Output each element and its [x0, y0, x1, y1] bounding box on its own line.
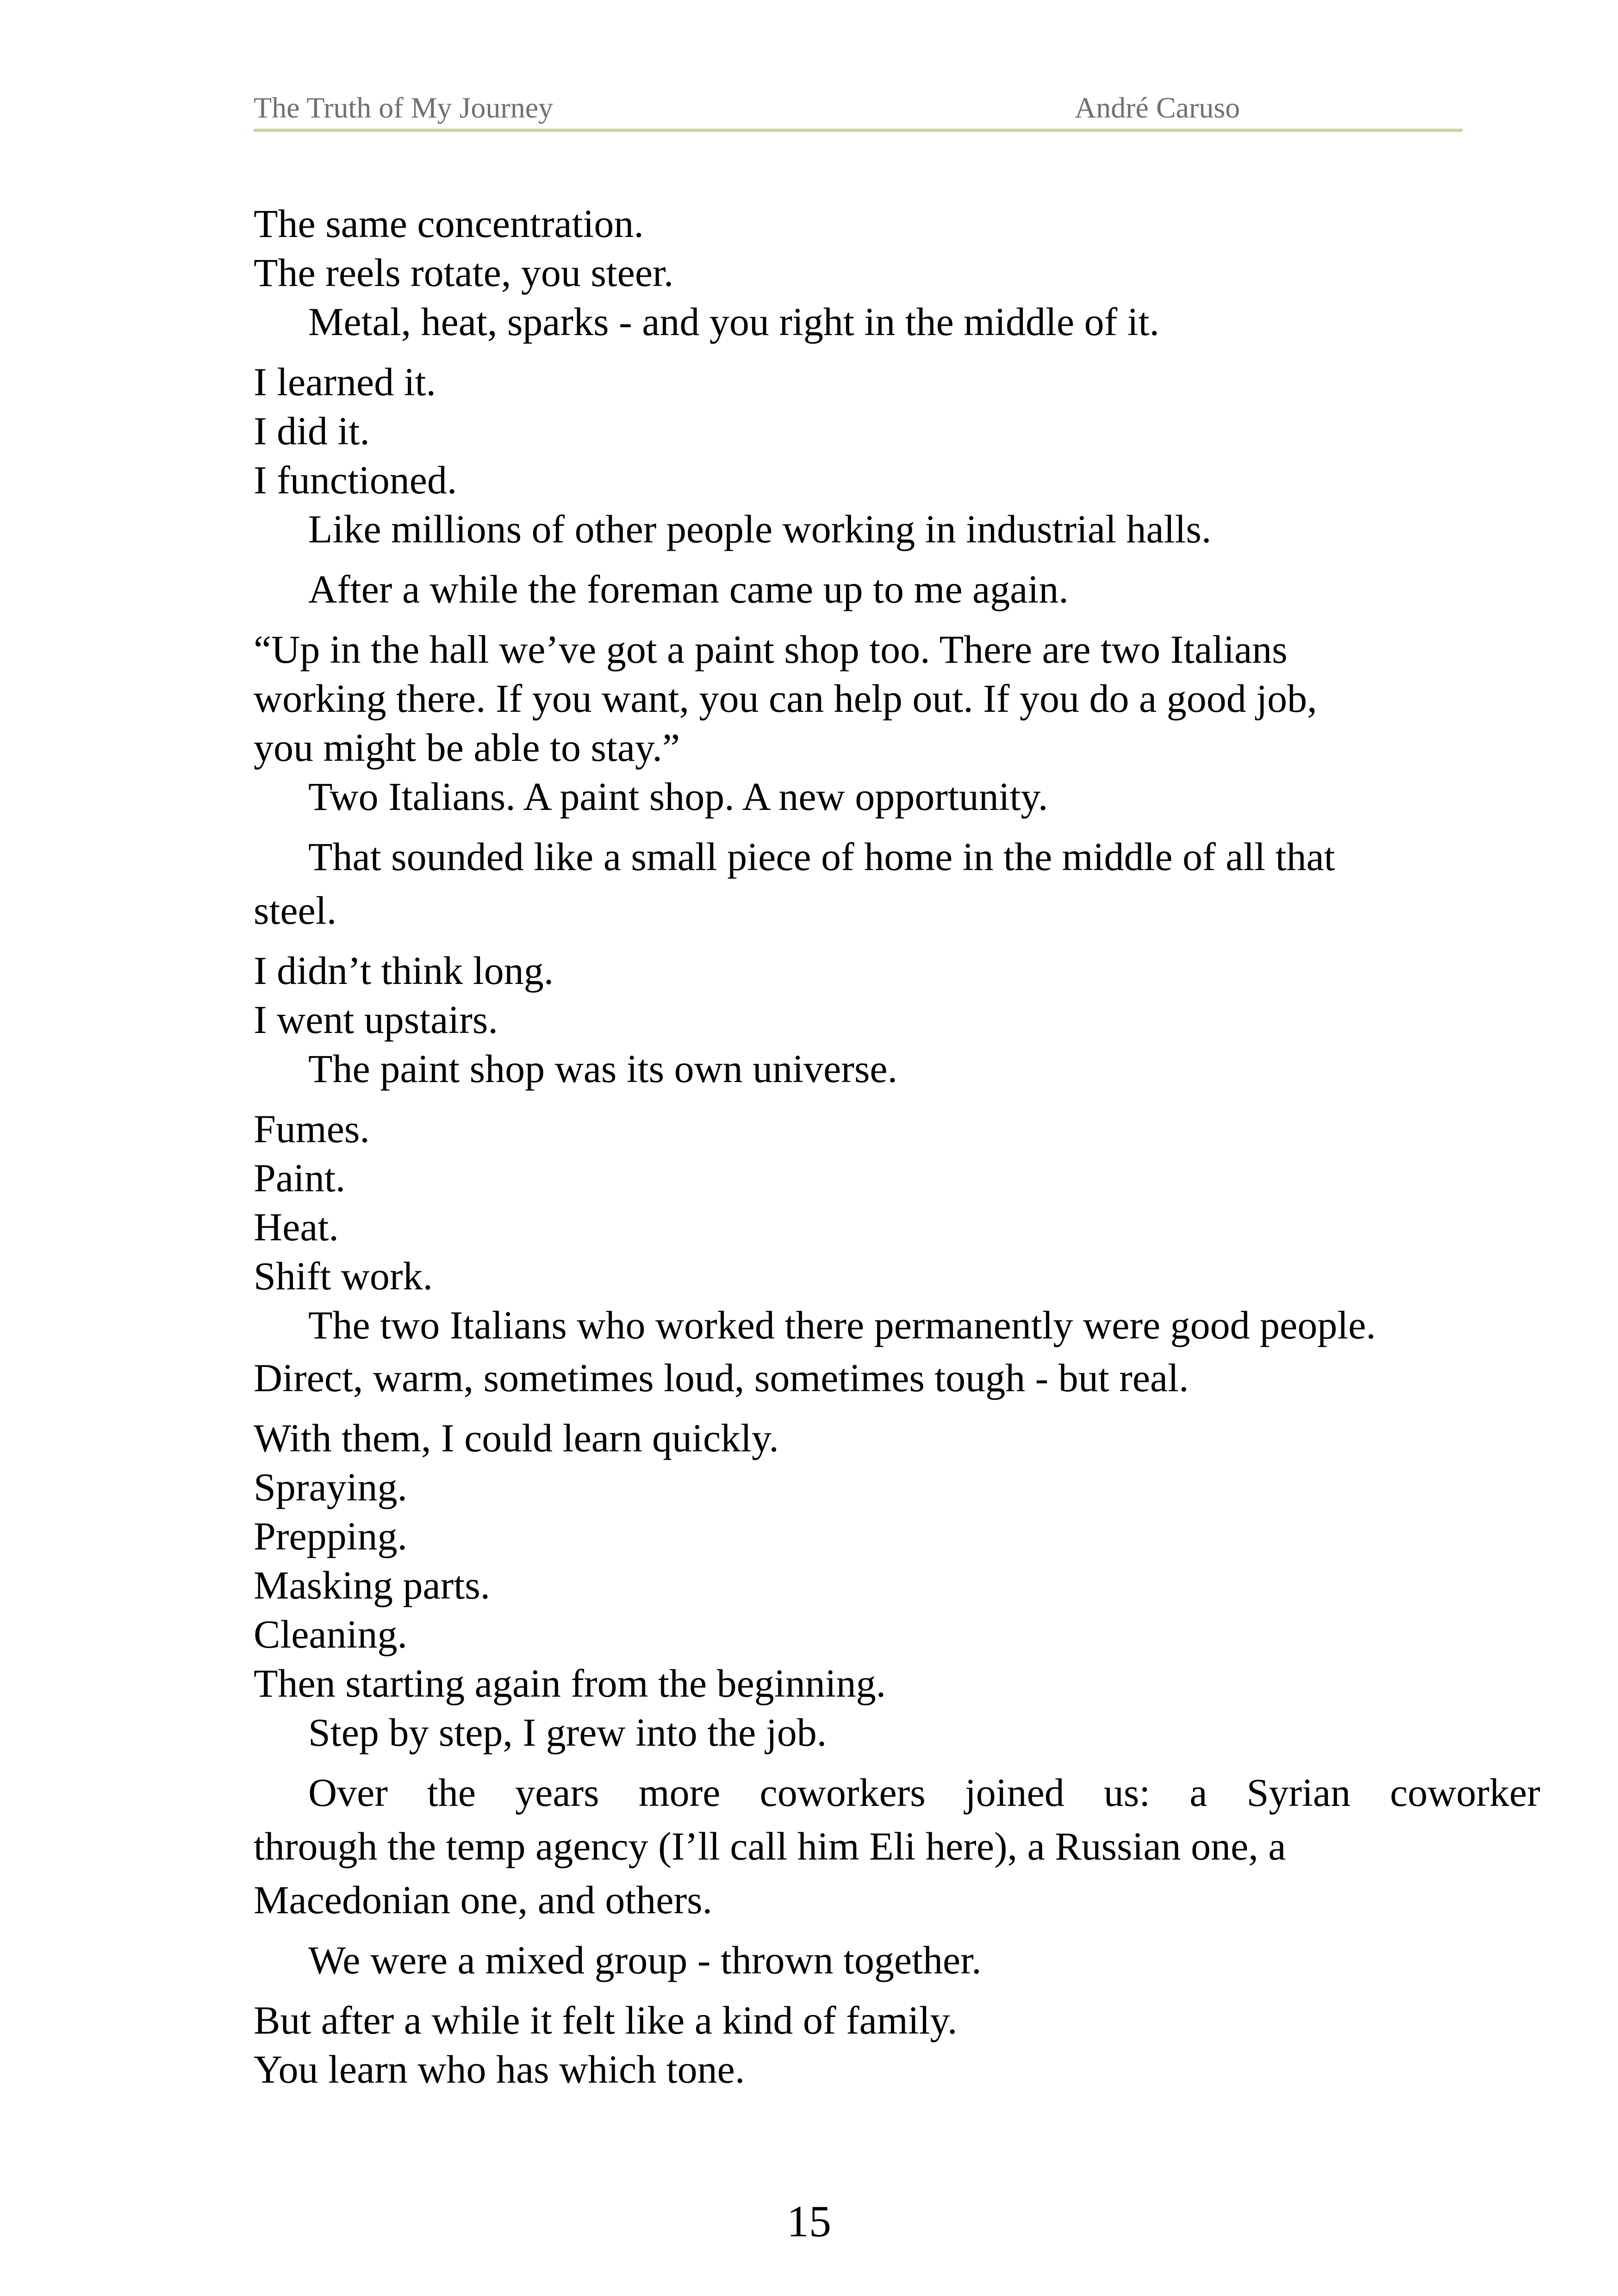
text-line: The reels rotate, you steer.: [254, 250, 674, 295]
text-line: Step by step, I grew into the job.: [308, 1710, 827, 1755]
header-author: André Caruso: [1075, 91, 1240, 124]
text-line: Fumes.: [254, 1107, 370, 1151]
text-line: Cleaning.: [254, 1612, 407, 1656]
text-line: “Up in the hall we’ve got a paint shop too. There are two Italians: [254, 627, 1288, 672]
text-line: Over the years more coworkers joined us: a Syrian coworker: [308, 1770, 1540, 1815]
text-line: After a while the foreman came up to me again.: [308, 567, 1069, 611]
text-line: Two Italians. A paint shop. A new opportunity.: [308, 774, 1048, 819]
text-line: Shift work.: [254, 1254, 433, 1298]
text-line: Then starting again from the beginning.: [254, 1661, 886, 1705]
text-line: The two Italians who worked there permanently were good people.: [308, 1303, 1376, 1347]
text-line: The same concentration.: [254, 201, 644, 246]
text-line: working there. If you want, you can help out. If you do a good job,: [254, 676, 1317, 721]
text-line: You learn who has which tone.: [254, 2047, 745, 2091]
text-line: steel.: [254, 888, 337, 933]
page-body: [254, 199, 1540, 2094]
text-line: Metal, heat, sparks - and you right in the middle of it.: [308, 299, 1160, 344]
text-line: Paint.: [254, 1156, 346, 1200]
text-line: I did it.: [254, 409, 370, 453]
text-line: We were a mixed group - thrown together.: [308, 1938, 982, 1982]
text-line: Spraying.: [254, 1465, 408, 1509]
page-number: 15: [787, 2196, 831, 2246]
text-line: you might be able to stay.”: [254, 725, 680, 770]
text-line: Macedonian one, and others.: [254, 1878, 713, 1922]
header-book-title: The Truth of My Journey: [254, 91, 554, 124]
text-line: Masking parts.: [254, 1563, 491, 1607]
text-line: The paint shop was its own universe.: [308, 1046, 898, 1091]
text-line: I learned it.: [254, 360, 436, 404]
text-line: through the temp agency (I’ll call him Eli here), a Russian one, a: [254, 1824, 1286, 1868]
text-line: Direct, warm, sometimes loud, sometimes tough - but real.: [254, 1356, 1189, 1400]
running-header: [254, 87, 1462, 132]
text-line: But after a while it felt like a kind of family.: [254, 1998, 958, 2042]
text-line: Like millions of other people working in industrial halls.: [308, 507, 1212, 551]
text-line: I didn’t think long.: [254, 948, 554, 993]
text-line: That sounded like a small piece of home in the middle of all that: [308, 834, 1335, 879]
text-line: Prepping.: [254, 1514, 408, 1558]
text-line: With them, I could learn quickly.: [254, 1416, 779, 1460]
text-line: I functioned.: [254, 458, 457, 502]
text-line: Heat.: [254, 1205, 339, 1249]
text-line: I went upstairs.: [254, 997, 498, 1042]
